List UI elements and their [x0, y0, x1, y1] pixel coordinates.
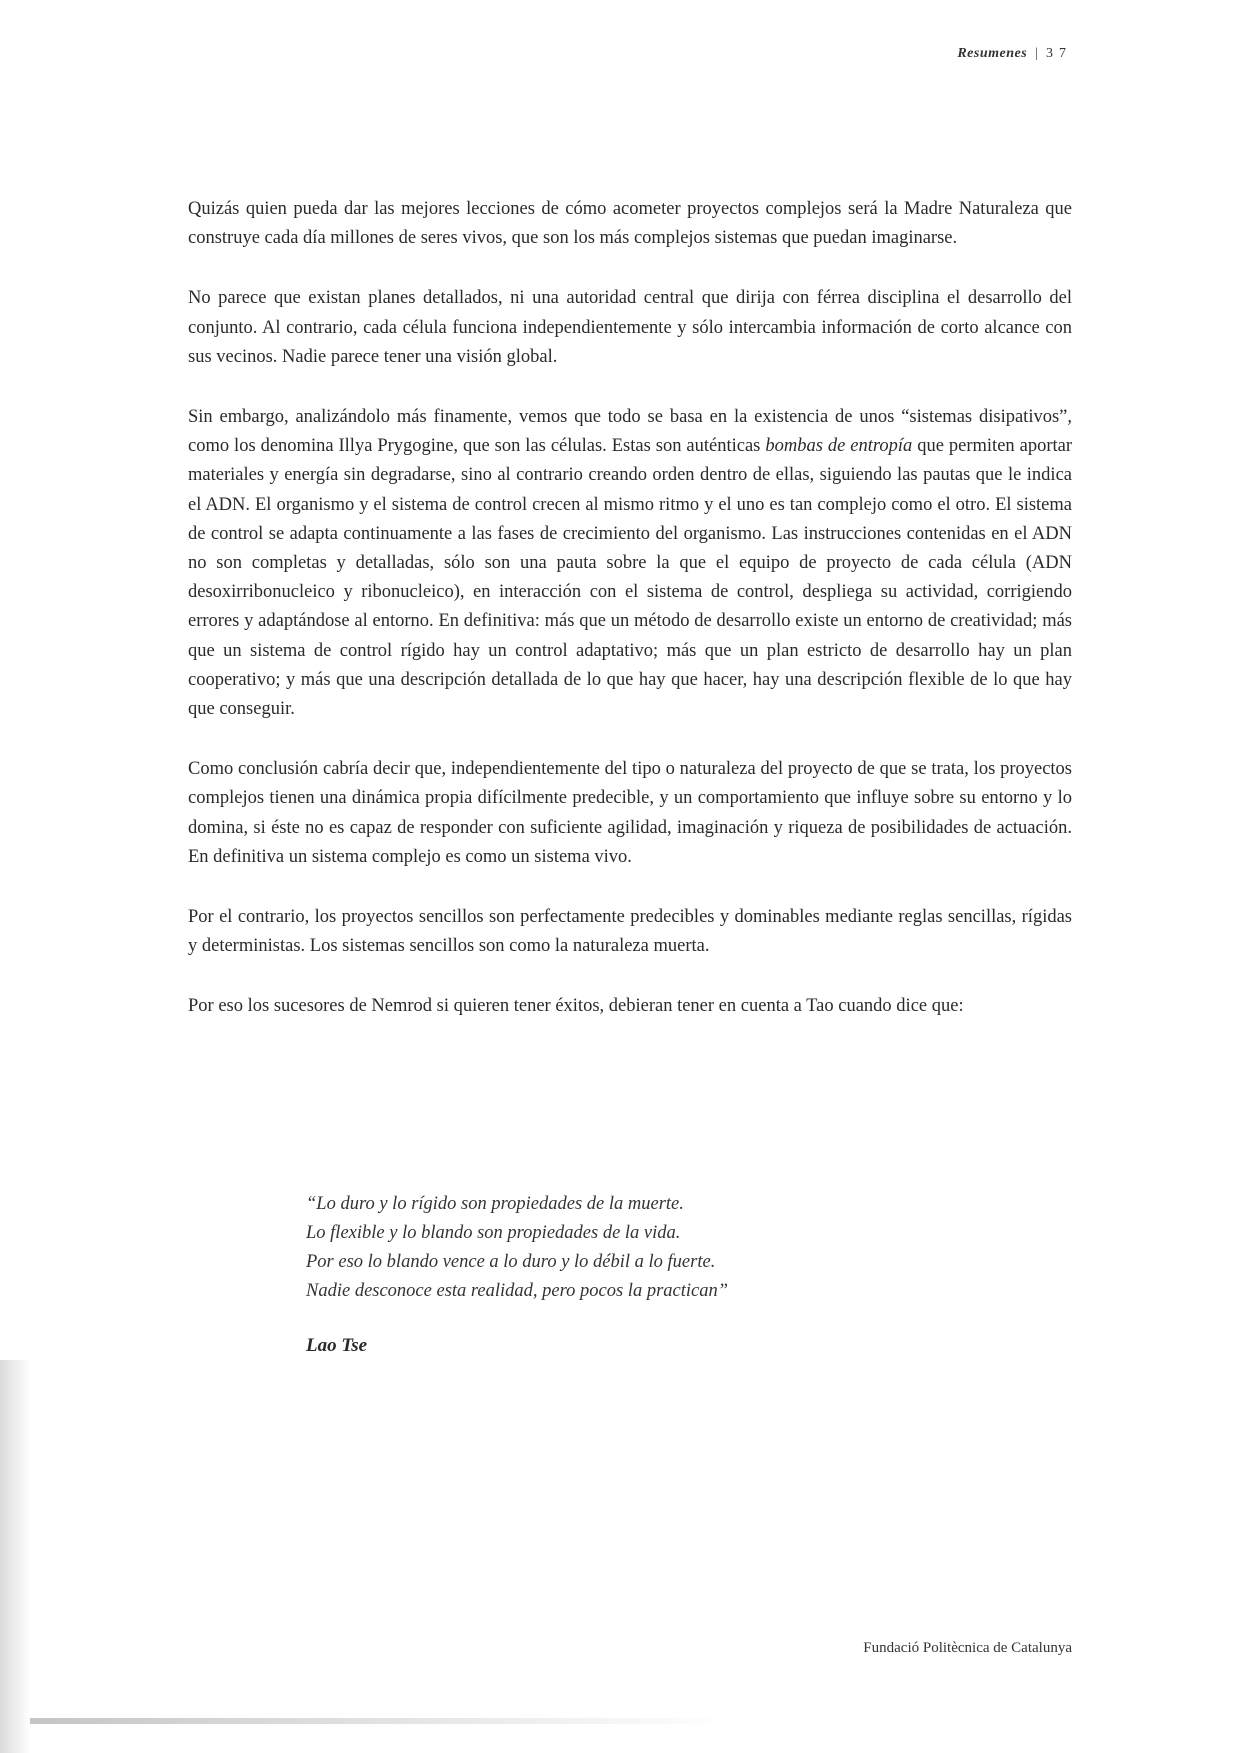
header-separator: | — [1035, 46, 1038, 61]
header-section-title: Resumenes — [957, 46, 1028, 61]
block-quote — [306, 1190, 926, 1306]
body-text — [188, 195, 1072, 1053]
paragraph-3-emphasis: bombas de entropía — [765, 436, 913, 457]
paragraph-4: Como conclusión cabría decir que, independientemente del tipo o naturaleza del proyecto de que se trata, los proyectos complejos tienen una dinámica propia difícilmente predecible, y un comportamiento que influye sobre su entorno y lo domina, si éste no es capaz de responder con suficiente agilidad, imaginación y riqueza de posibilidades de actuación. En definitiva un sistema complejo es como un sistema vivo. — [188, 759, 1072, 867]
scan-shadow-left — [0, 1360, 30, 1753]
paragraph-3-before: Sin embargo, analizándolo más finamente, vemos que todo se basa en la existencia de unos “sistemas disipativos”, como los denomina Illya Prygogine, que son las células. Estas son auténticas — [188, 407, 1072, 457]
paragraph-6: Por eso los sucesores de Nemrod si quieren tener éxitos, debieran tener en cuenta a Tao cuando dice que: — [188, 996, 964, 1017]
page-footer: Fundació Politècnica de Catalunya — [863, 1640, 1072, 1656]
paragraph-5: Por el contrario, los proyectos sencillos son perfectamente predecibles y dominables mediante reglas sencillas, rígidas y deterministas. Los sistemas sencillos son como la naturaleza muerta. — [188, 907, 1072, 957]
scan-shadow-bottom — [30, 1718, 730, 1724]
paragraph-3-after: que permiten aportar materiales y energía sin degradarse, sino al contrario creando orden dentro de ellas, siguiendo las pautas que le indica el ADN. El organismo y el sistema de control crecen al mismo ritmo y el uno es tan complejo como el otro. El sistema de control se adapta continuamente a las fases de crecimiento del organismo. Las instrucciones contenidas en el ADN no son completas y detalladas, sólo son una pauta sobre la que el equipo de proyecto de cada célula (ADN desoxirribonucleico y ribonucleico), en interacción con el sistema de control, despliega su actividad, corrigiendo errores y adaptándose al entorno. En definitiva: más que un método de desarrollo existe un entorno de creatividad; más que un sistema de control rígido hay un control adaptativo; más que un plan estricto de desarrollo hay un plan cooperativo; y más que una descripción detallada de lo que hay que hacer, hay una descripción flexible de lo que hay que conseguir. — [188, 436, 1072, 720]
quote-line: “Lo duro y lo rígido son propiedades de la muerte. — [306, 1194, 684, 1214]
quote-line: Por eso lo blando vence a lo duro y lo débil a lo fuerte. — [306, 1252, 716, 1272]
paragraph-1: Quizás quien pueda dar las mejores lecciones de cómo acometer proyectos complejos será la Madre Naturaleza que construye cada día millones de seres vivos, que son los más complejos sistemas que puedan imaginarse. — [188, 199, 1072, 249]
quote-author: Lao Tse — [306, 1335, 368, 1356]
page-header — [957, 46, 1072, 62]
quote-line: Lo flexible y lo blando son propiedades de la vida. — [306, 1223, 681, 1243]
quote-line: Nadie desconoce esta realidad, pero pocos la practican” — [306, 1281, 729, 1301]
paragraph-2: No parece que existan planes detallados, ni una autoridad central que dirija con férrea disciplina el desarrollo del conjunto. Al contrario, cada célula funciona independientemente y sólo intercambia información de corto alcance con sus vecinos. Nadie parece tener una visión global. — [188, 288, 1072, 367]
paragraph-3 — [188, 403, 1072, 724]
page-number: 37 — [1046, 46, 1072, 61]
